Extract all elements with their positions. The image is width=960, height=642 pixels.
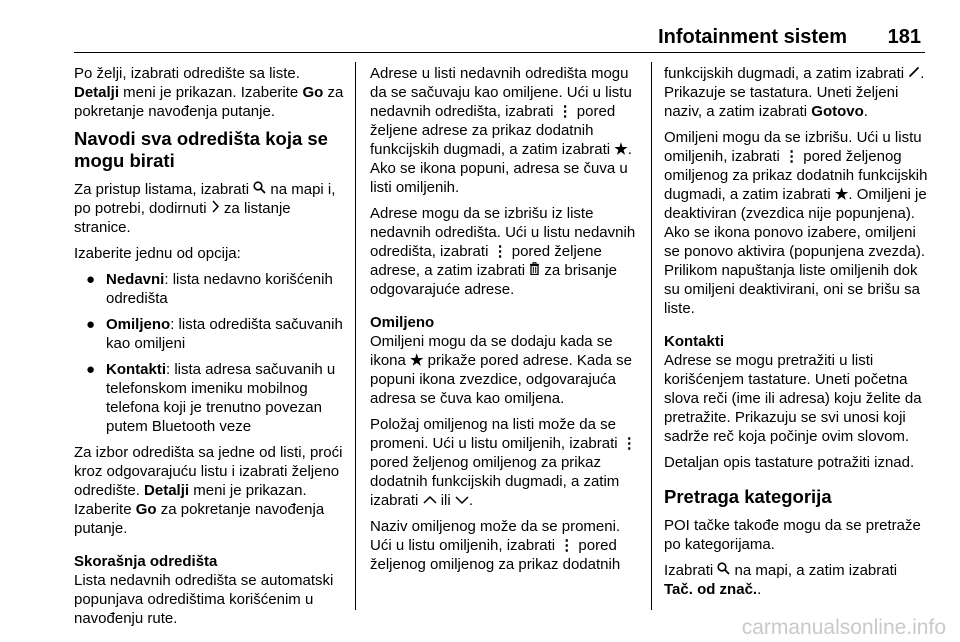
paragraph: Po želji, izabrati odredište sa liste. Detalji meni je prikazan. Izaberite Go za pokretanje navođenja putanje. [74, 65, 344, 120]
vertical-dots-icon: ⋮ [557, 103, 573, 120]
search-icon [717, 562, 730, 579]
star-icon: ★ [834, 186, 849, 203]
column-1 [74, 64, 346, 628]
chevron-down-icon [455, 492, 469, 509]
paragraph: Izabrati na mapi, a zatim izabrati Tač. od znač.. [664, 562, 898, 598]
pencil-icon [908, 65, 920, 82]
list-item: ● Kontakti: lista adresa sačuvanih u telefonskom imeniku mobilnog telefona koji je trenutno povezan putem Bluetooth veze [86, 361, 336, 435]
paragraph: Za pristup listama, izabrati na mapi i, po potrebi, dodirnuti za listanje stranice. [74, 181, 336, 236]
vertical-dots-icon: ⋮ [784, 148, 800, 165]
paragraph: Adrese mogu da se izbrišu iz liste nedavnih odredišta. Ući u listu nedavnih odredišta, izabrati ⋮ pored željene adrese, a zatim izabrati za brisanje odgovarajuće adrese. [370, 205, 636, 298]
list-item: ● Omiljeno: lista odredišta sačuvanih kao omiljeni [86, 316, 343, 352]
paragraph: Omiljeni mogu da se dodaju kada se ikona ★ prikaže pored adrese. Kada se popuni ikona zvezdice, odgovarajuća adresa se čuva kao omiljena. [370, 333, 632, 407]
trash-icon [529, 262, 540, 279]
paragraph: Položaj omiljenog na listi može da se promeni. Ući u listu omiljenih, izabrati ⋮ pored željenog omiljenog za prikaz dodatnih funkcijskih dugmadi, a zatim izabrati ili . [370, 416, 637, 509]
section-heading: Navodi sva odredišta koja se mogu birati [74, 128, 328, 171]
page-number: 181 [887, 26, 921, 48]
subsection-heading: Omiljeno [370, 314, 435, 331]
watermark: carmanualsonline.info [741, 616, 946, 639]
paragraph: Lista nedavnih odredišta se automatski popunjava odredištima korišćenim u navođenju rute. [74, 572, 334, 627]
search-icon [253, 181, 266, 198]
paragraph: Za izbor odredišta sa jedne od listi, proći kroz odgovarajuću listu i izabrati željeno odredište. Detalji meni je prikazan. Izaberite Go za pokretanje navođenja putanje. [74, 444, 343, 537]
column-2 [370, 64, 638, 574]
subsection-heading: Kontakti [664, 333, 724, 350]
paragraph: Izaberite jednu od opcija: [74, 245, 241, 262]
paragraph: Detaljan opis tastature potražiti iznad. [664, 454, 915, 471]
column-divider [651, 62, 652, 610]
chevron-right-icon [211, 200, 220, 217]
paragraph: Adrese u listi nedavnih odredišta mogu da se sačuvaju kao omiljene. Ući u listu nedavnih odredišta, izabrati ⋮ pored željene adrese za prikaz dodatnih funkcijskih dugmadi, a zatim izabrati ★. Ako se ikona popuni, adresa se čuva u listi omiljenih. [370, 65, 632, 196]
section-heading: Pretraga kategorija [664, 486, 832, 507]
column-divider [355, 62, 356, 610]
paragraph: funkcijskih dugmadi, a zatim izabrati . Prikazuje se tastatura. Uneti željeni naziv, a zatim izabrati Gotovo. [664, 65, 925, 120]
column-3 [664, 64, 928, 599]
vertical-dots-icon: ⋮ [559, 537, 575, 554]
option-list [74, 270, 346, 436]
star-icon: ★ [614, 141, 628, 158]
paragraph: POI tačke takođe mogu da se pretraže po kategorijama. [664, 517, 921, 553]
subsection-heading: Skorašnja odredišta [74, 553, 218, 570]
chevron-up-icon [423, 492, 437, 509]
list-item: ● Nedavni: lista nedavno korišćenih odredišta [86, 271, 333, 307]
page-header [74, 26, 925, 53]
page-title: Infotainment sistem [658, 26, 847, 48]
paragraph: Omiljeni mogu da se izbrišu. Ući u listu omiljenih, izabrati ⋮ pored željenog omiljenog za prikaz dodatnih funkcijskih dugmadi, a zatim izabrati ★. Omiljeni je deaktiviran (zvezdica nije popunjena). Ako se ikona ponovo izabere, omiljeni se ponovo aktivira (popunjena zvezda). Prilikom napuštanja liste omiljenih dok su omiljeni deaktivirani, oni se brišu sa liste. [664, 129, 928, 317]
star-icon: ★ [410, 352, 424, 369]
paragraph: Adrese se mogu pretražiti u listi korišćenjem tastature. Uneti početna slova reči (ime ili adresa) koju želite da pretražite. Prikazuju se svi unosi koji sadrže reč koja počinje ovim slovom. [664, 352, 922, 445]
vertical-dots-icon: ⋮ [492, 243, 508, 260]
vertical-dots-icon: ⋮ [621, 435, 637, 452]
paragraph: Naziv omiljenog može da se promeni. Ući u listu omiljenih, izabrati ⋮ pored željenog omiljenog za prikaz dodatnih [370, 518, 621, 573]
